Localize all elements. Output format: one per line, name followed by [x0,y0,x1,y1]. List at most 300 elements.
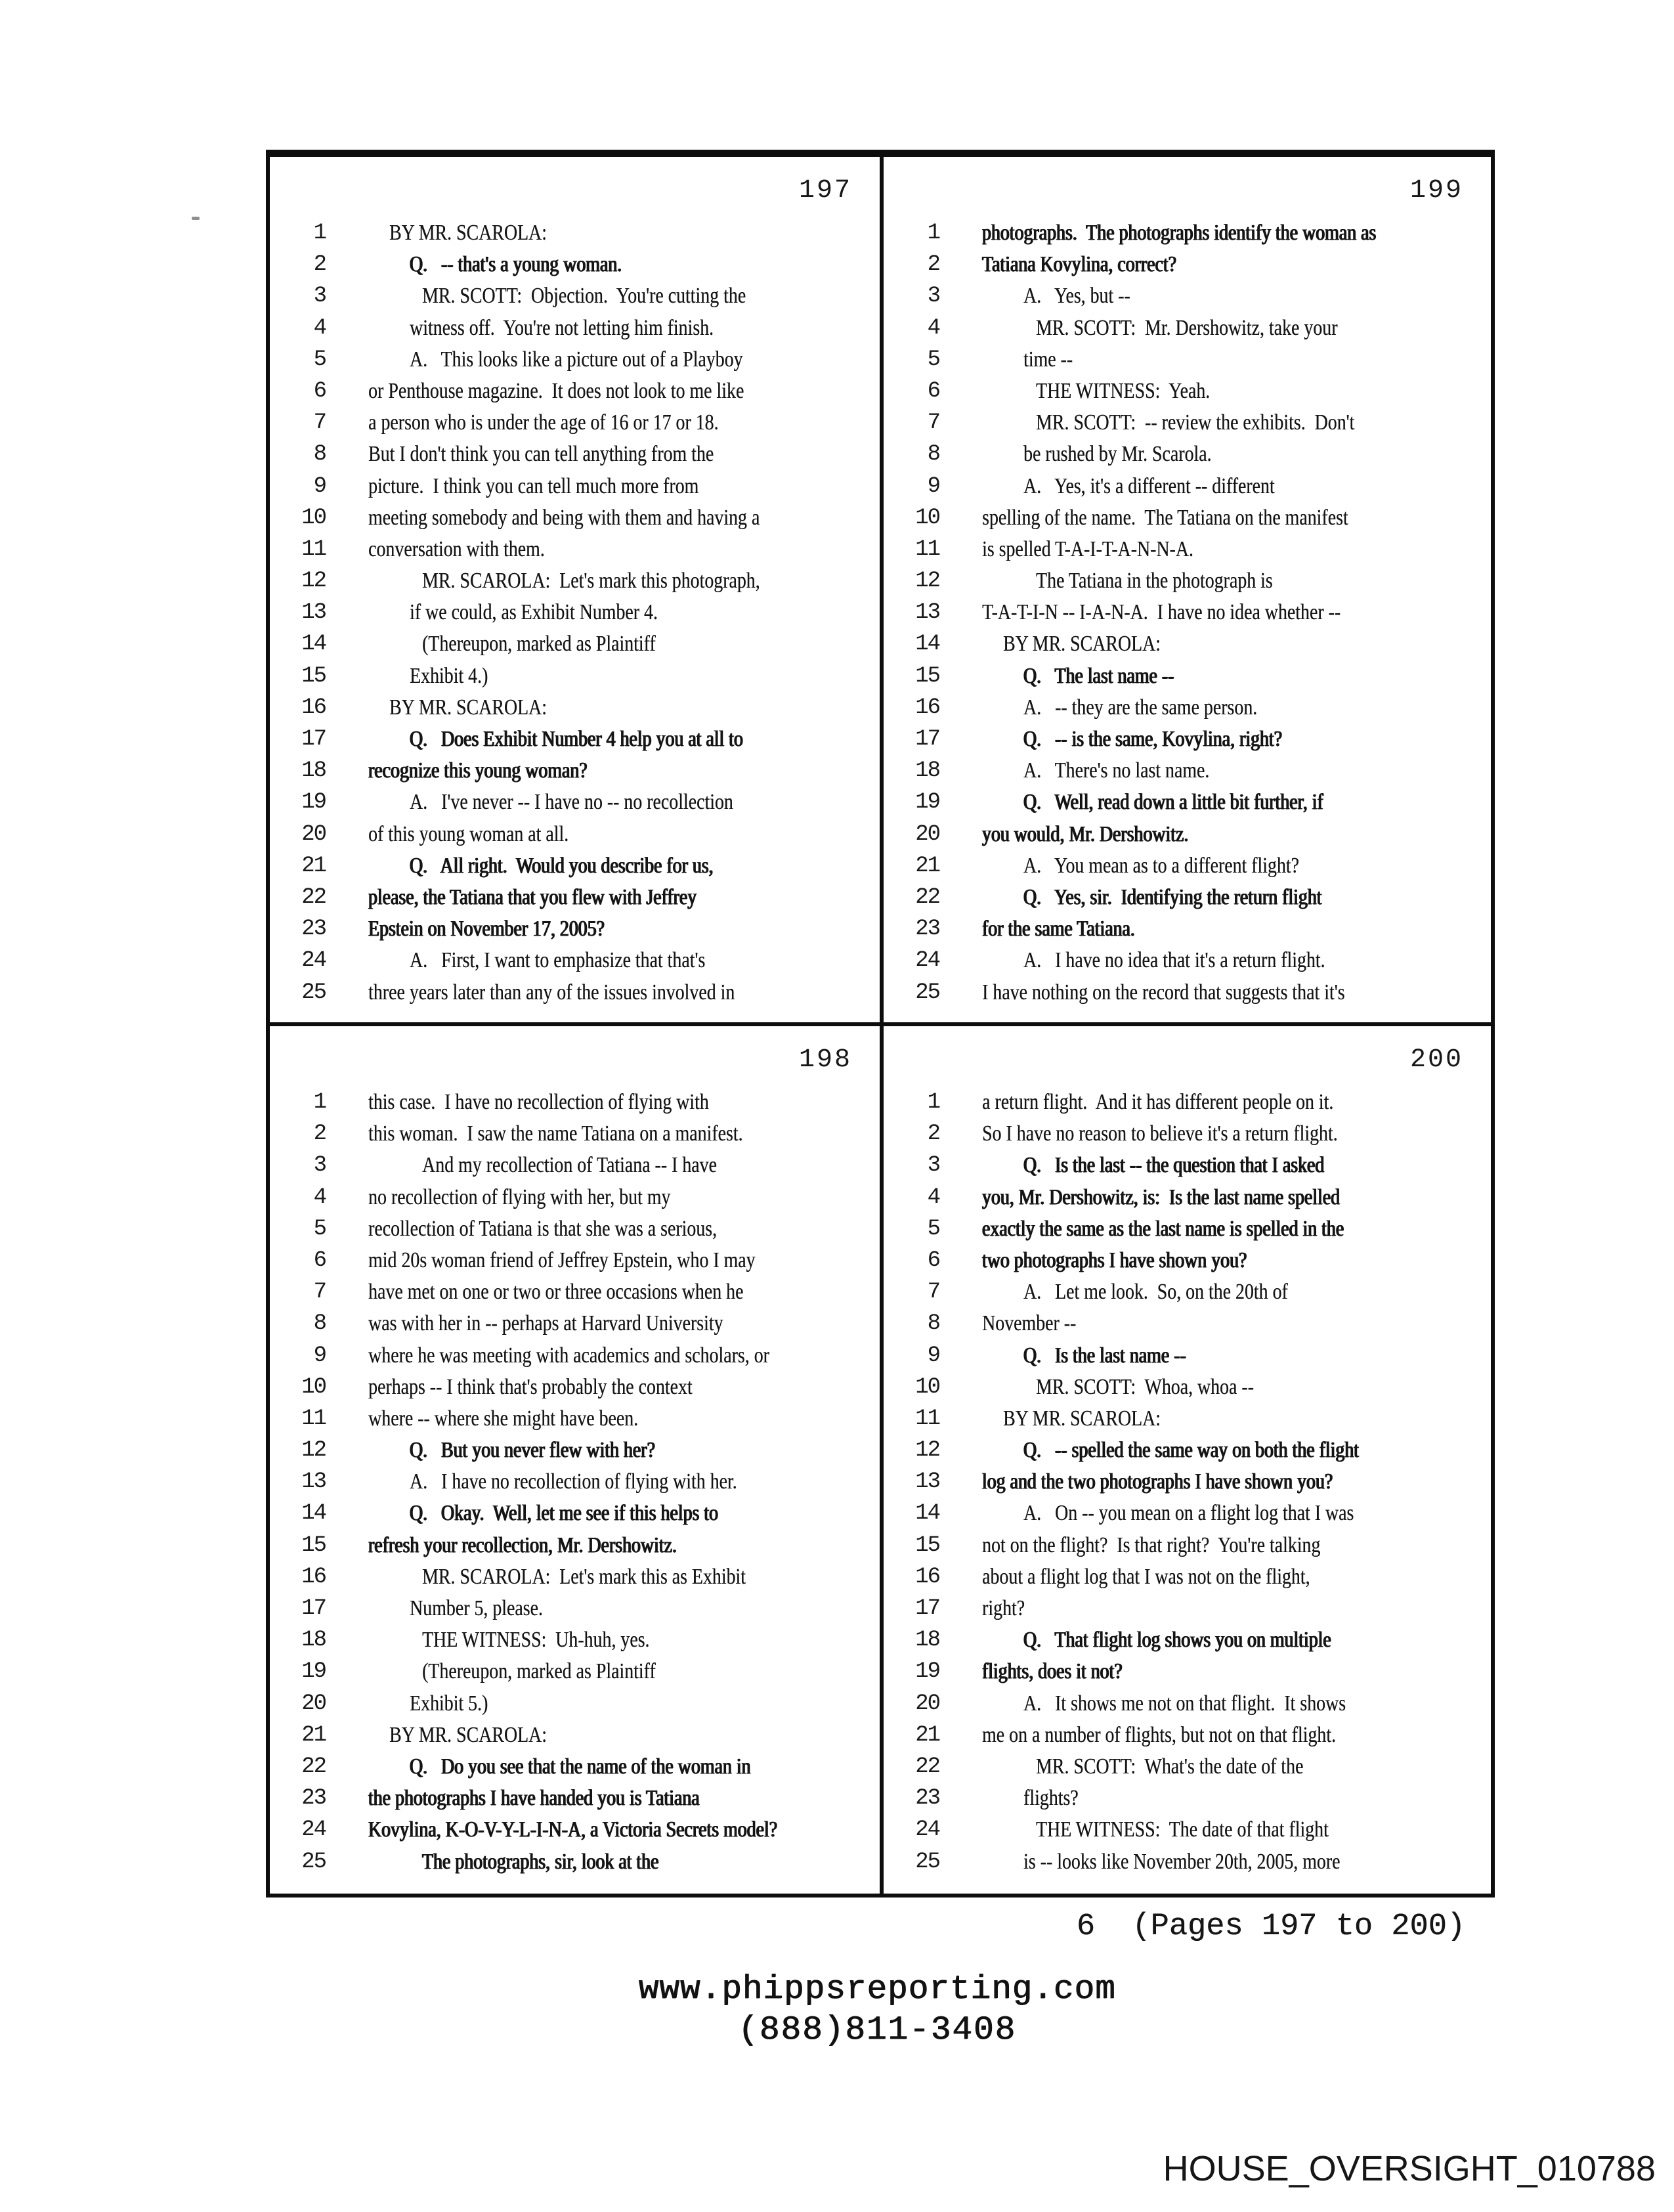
line-text: MR. SCOTT: Mr. Dershowitz, take your [1036,315,1338,340]
line-text: right? [982,1596,1025,1620]
transcript-line [884,1561,1491,1593]
transcript-line [884,1814,1491,1846]
line-number: 17 [301,727,326,752]
page-number: 197 [798,176,852,206]
line-number: 8 [927,442,939,467]
line-number: 17 [915,1596,939,1621]
line-text: A. You mean as to a different flight? [1023,853,1299,878]
line-number: 1 [313,1090,326,1115]
line-text: THE WITNESS: Yeah. [1036,378,1211,403]
line-number: 15 [301,663,326,689]
transcript-line [884,597,1491,628]
line-text: THE WITNESS: The date of that flight [1036,1817,1329,1842]
line-number: 11 [915,536,939,562]
line-number: 12 [301,1438,326,1464]
transcript-line [884,1276,1491,1308]
line-text: The Tatiana in the photograph is [1036,569,1273,594]
transcript-line [270,1466,880,1498]
line-text: A. I have no recollection of flying with her. [410,1469,737,1494]
transcript-line [884,1751,1491,1783]
line-number: 22 [915,884,939,910]
transcript-line [270,1276,880,1308]
transcript-line [270,755,880,787]
line-number: 22 [301,884,326,910]
line-text: Epstein on November 17, 2005? [368,917,605,942]
transcript-line [884,1783,1491,1814]
line-text: Number 5, please. [410,1596,543,1620]
transcript-line [270,1213,880,1245]
line-number: 13 [301,1469,326,1495]
transcript-line [884,1245,1491,1276]
line-text: have met on one or two or three occasions when he [368,1280,744,1305]
line-text: (Thereupon, marked as Plaintiff [422,632,656,657]
line-number: 19 [301,790,326,815]
line-text: no recollection of flying with her, but my [368,1184,671,1209]
transcript-line [270,344,880,376]
page-number: 199 [1409,176,1463,206]
line-text: Q. Is the last -- the question that I asked [1023,1153,1325,1178]
line-text: time -- [1023,347,1073,372]
line-number: 14 [301,1501,326,1527]
line-text: this case. I have no recollection of flying with [368,1090,709,1114]
line-number: 4 [313,1184,326,1210]
line-text: where he was meeting with academics and scholars, or [368,1343,769,1368]
transcript-line [884,945,1491,976]
page-199 [884,157,1491,1022]
line-number: 15 [301,1532,326,1558]
transcript-line [884,1656,1491,1687]
transcript-line [270,850,880,882]
line-number: 4 [927,1184,939,1210]
line-text: picture. I think you can tell much more from [368,473,699,498]
line-text: So I have no reason to believe it's a return flight. [982,1121,1338,1146]
line-number: 22 [915,1754,939,1779]
transcript-line [884,565,1491,597]
transcript-line [270,1656,880,1687]
page-198 [270,1026,880,1894]
transcript-line [884,977,1491,1008]
transcript-line [270,661,880,692]
line-text: you, Mr. Dershowitz, is: Is the last name spelled [982,1184,1341,1209]
line-text: Q. That flight log shows you on multiple [1023,1628,1331,1653]
transcript-line [884,850,1491,882]
line-text: photographs. The photographs identify the woman as [982,221,1377,245]
line-number: 23 [301,917,326,942]
line-number: 10 [915,1374,939,1400]
line-number: 20 [301,821,326,847]
transcript-line [270,692,880,724]
line-number: 11 [301,1406,326,1431]
line-number: 16 [915,1564,939,1590]
line-text: refresh your recollection, Mr. Dershowitz. [368,1532,677,1557]
transcript-line [884,313,1491,344]
transcript-line [884,1087,1491,1118]
transcript-line [270,1308,880,1339]
line-text: A. Yes, but -- [1023,284,1130,309]
line-number: 14 [915,1501,939,1527]
line-number: 18 [915,1628,939,1653]
line-text: The photographs, sir, look at the [422,1849,659,1874]
transcript-line [884,217,1491,249]
line-number: 6 [313,378,326,404]
line-text: you would, Mr. Dershowitz. [982,821,1189,846]
line-number: 14 [301,632,326,657]
line-text: MR. SCOTT: Whoa, whoa -- [1036,1374,1254,1399]
page-lines [270,1087,880,1878]
transcript-line [270,913,880,945]
transcript-line [884,280,1491,312]
line-number: 24 [301,948,326,974]
line-text: please, the Tatiana that you flew with Jeffrey [368,884,697,909]
line-number: 20 [301,1691,326,1716]
transcript-line [270,1846,880,1878]
transcript-line [884,376,1491,407]
line-number: 12 [915,1438,939,1464]
transcript-line [270,1720,880,1751]
transcript-line [884,787,1491,818]
transcript-line [270,439,880,470]
line-number: 13 [915,1469,939,1495]
transcript-line [270,787,880,818]
transcript-line [884,1435,1491,1466]
transcript-line [270,1624,880,1656]
line-number: 4 [927,315,939,341]
transcript-line [884,1498,1491,1529]
line-text: Q. Do you see that the name of the woman in [410,1754,751,1779]
transcript-line [270,249,880,280]
line-text: this woman. I saw the name Tatiana on a manifest. [368,1121,743,1146]
line-number: 1 [927,1090,939,1115]
line-text: Q. All right. Would you describe for us, [410,853,714,878]
transcript-line [270,977,880,1008]
line-number: 2 [313,1121,326,1147]
transcript-line [270,1245,880,1276]
line-text: is spelled T-A-I-T-A-N-N-A. [982,536,1193,561]
transcript-line [884,1720,1491,1751]
page-lines [884,1087,1491,1878]
line-text: BY MR. SCAROLA: [1003,1406,1161,1431]
transcript-line [270,534,880,565]
line-text: And my recollection of Tatiana -- I have [422,1153,717,1178]
line-number: 11 [301,536,326,562]
transcript-line [884,1118,1491,1150]
transcript-line [884,628,1491,660]
transcript-line [884,913,1491,945]
line-number: 17 [915,727,939,752]
transcript-line [270,724,880,755]
line-text: Q. Okay. Well, let me see if this helps to [410,1501,719,1526]
transcript-line [270,313,880,344]
transcript-line [270,1118,880,1150]
line-text: BY MR. SCAROLA: [389,1722,547,1747]
line-text: the photographs I have handed you is Tatiana [368,1786,700,1811]
line-number: 1 [927,221,939,246]
line-number: 8 [927,1311,939,1337]
line-text: about a flight log that I was not on the flight, [982,1564,1310,1589]
line-number: 9 [313,1343,326,1368]
line-text: MR. SCAROLA: Let's mark this photograph, [422,569,760,594]
transcript-line [884,1308,1491,1339]
line-number: 4 [313,315,326,341]
transcript-line [884,1466,1491,1498]
line-text: Exhibit 4.) [410,663,488,688]
page-lines [884,217,1491,1008]
line-text: A. This looks like a picture out of a Playboy [410,347,743,372]
line-text: But I don't think you can tell anything from the [368,442,714,467]
line-text: spelling of the name. The Tatiana on the manifest [982,505,1348,530]
line-number: 2 [927,252,939,278]
line-number: 13 [915,600,939,626]
line-number: 3 [927,284,939,309]
line-number: 24 [915,1817,939,1843]
transcript-line [270,882,880,913]
line-text: of this young woman at all. [368,821,569,846]
line-text: three years later than any of the issues involved in [368,980,735,1005]
transcript-line [270,217,880,249]
transcript-line [270,1435,880,1466]
line-number: 10 [915,505,939,531]
line-text: A. I have no idea that it's a return flight. [1023,948,1325,973]
line-text: Exhibit 5.) [410,1691,488,1716]
line-text: for the same Tatiana. [982,917,1135,942]
line-number: 21 [301,1722,326,1748]
line-number: 25 [915,1849,939,1875]
line-text: meeting somebody and being with them and having a [368,505,760,530]
line-number: 15 [915,663,939,689]
line-text: conversation with them. [368,536,545,561]
page-number: 198 [798,1045,852,1075]
line-number: 16 [301,1564,326,1590]
line-text: A. I've never -- I have no -- no recollection [410,790,733,815]
line-text: Q. Well, read down a little bit further, if [1023,790,1323,815]
line-text: recognize this young woman? [368,758,588,783]
line-number: 8 [313,442,326,467]
line-number: 21 [915,1722,939,1748]
transcript-line [270,1087,880,1118]
line-number: 7 [313,410,326,436]
transcript-line [884,1593,1491,1624]
line-number: 9 [927,473,939,499]
line-number: 18 [301,1628,326,1653]
line-number: 16 [301,695,326,720]
line-number: 7 [927,1280,939,1305]
line-number: 8 [313,1311,326,1337]
transcript-line [270,945,880,976]
transcript-line [270,1783,880,1814]
page-range-label: 6 (Pages 197 to 200) [1076,1909,1465,1944]
line-text: log and the two photographs I have shown you? [982,1469,1333,1494]
line-text: A. There's no last name. [1023,758,1210,783]
line-text: me on a number of flights, but not on that flight. [982,1722,1336,1747]
page-200 [884,1026,1491,1894]
line-number: 25 [301,980,326,1005]
line-text: flights, does it not? [982,1659,1123,1684]
line-number: 5 [927,1216,939,1242]
line-text: Q. -- that's a young woman. [410,252,622,277]
line-number: 20 [915,821,939,847]
line-text: mid 20s woman friend of Jeffrey Epstein, who I may [368,1247,756,1272]
transcript-line [884,1372,1491,1403]
line-text: MR. SCAROLA: Let's mark this as Exhibit [422,1564,746,1589]
page-lines [270,217,880,1008]
transcript-line [884,882,1491,913]
line-number: 5 [313,1216,326,1242]
transcript-line [884,755,1491,787]
line-number: 19 [301,1659,326,1685]
transcript-line [270,1593,880,1624]
line-text: not on the flight? Is that right? You're talking [982,1532,1321,1557]
transcript-line [270,1150,880,1181]
line-number: 19 [915,1659,939,1685]
line-text: A. -- they are the same person. [1023,695,1258,720]
line-number: 2 [313,252,326,278]
transcript-line [884,344,1491,376]
line-number: 6 [313,1247,326,1273]
line-text: Q. Does Exhibit Number 4 help you at all to [410,727,743,751]
line-text: Q. The last name -- [1023,663,1174,688]
line-text: if we could, as Exhibit Number 4. [410,600,658,625]
line-text: Q. Yes, sir. Identifying the return flight [1023,884,1322,909]
line-text: Q. But you never flew with her? [410,1438,655,1463]
transcript-line [270,1530,880,1561]
transcript-line [270,471,880,502]
line-number: 2 [927,1121,939,1147]
transcript-line [270,819,880,850]
line-text: or Penthouse magazine. It does not look to me like [368,378,744,403]
transcript-line [270,1561,880,1593]
transcript-line [884,1150,1491,1181]
line-text: where -- where she might have been. [368,1406,639,1431]
transcript-line [884,819,1491,850]
transcript-line [884,1530,1491,1561]
line-text: Q. -- is the same, Kovylina, right? [1023,727,1283,751]
line-number: 3 [313,284,326,309]
line-number: 21 [915,853,939,878]
line-text: recollection of Tatiana is that she was a serious, [368,1216,717,1241]
transcript-line [270,1814,880,1846]
line-text: Tatiana Kovylina, correct? [982,252,1177,277]
line-text: MR. SCOTT: Objection. You're cutting the [422,284,746,309]
transcript-line [270,407,880,439]
line-text: A. First, I want to emphasize that that's [410,948,706,973]
line-number: 19 [915,790,939,815]
line-text: A. Let me look. So, on the 20th of [1023,1280,1288,1305]
page-197 [270,157,880,1022]
line-number: 18 [915,758,939,784]
bates-number: HOUSE_OVERSIGHT_010788 [1163,2149,1656,2188]
line-number: 5 [313,347,326,372]
line-number: 12 [301,569,326,594]
transcript-line [884,692,1491,724]
line-text: witness off. You're not letting him finish. [410,315,714,340]
line-number: 7 [313,1280,326,1305]
line-number: 20 [915,1691,939,1716]
transcript-line [884,1688,1491,1720]
transcript-line [270,1498,880,1529]
transcript-line [270,1372,880,1403]
page-number: 200 [1409,1045,1463,1075]
transcript-line [884,724,1491,755]
line-number: 23 [915,917,939,942]
line-number: 6 [927,378,939,404]
line-number: 23 [301,1786,326,1811]
transcript-line [270,597,880,628]
transcript-line [884,1403,1491,1435]
line-number: 24 [301,1817,326,1843]
line-number: 11 [915,1406,939,1431]
transcript-line [270,1340,880,1372]
transcript-line [270,628,880,660]
line-text: MR. SCOTT: What's the date of the [1036,1754,1304,1779]
line-number: 21 [301,853,326,878]
line-number: 6 [927,1247,939,1273]
transcript-line [884,407,1491,439]
line-number: 1 [313,221,326,246]
transcript-grid [266,150,1495,1898]
line-text: I have nothing on the record that suggests that it's [982,980,1345,1005]
line-text: A. Yes, it's a different -- different [1023,473,1275,498]
line-number: 13 [301,600,326,626]
line-number: 23 [915,1786,939,1811]
transcript-line [270,1751,880,1783]
line-text: perhaps -- I think that's probably the context [368,1374,693,1399]
line-text: flights? [1023,1786,1079,1811]
line-number: 18 [301,758,326,784]
line-text: November -- [982,1311,1077,1336]
transcript-line [884,534,1491,565]
transcript-line [270,502,880,534]
line-text: BY MR. SCAROLA: [1003,632,1161,657]
line-number: 16 [915,695,939,720]
line-number: 14 [915,632,939,657]
line-text: Q. -- spelled the same way on both the flight [1023,1438,1360,1463]
line-number: 24 [915,948,939,974]
line-text: two photographs I have shown you? [982,1247,1247,1272]
line-text: Q. Is the last name -- [1023,1343,1186,1368]
line-text: A. On -- you mean on a flight log that I was [1023,1501,1354,1526]
line-number: 3 [313,1153,326,1179]
line-text: (Thereupon, marked as Plaintiff [422,1659,656,1684]
transcript-line [270,1403,880,1435]
line-text: a return flight. And it has different people on it. [982,1090,1334,1114]
line-text: is -- looks like November 20th, 2005, more [1023,1849,1341,1874]
transcript-line [884,439,1491,470]
line-text: be rushed by Mr. Scarola. [1023,442,1212,467]
transcript-line [884,1213,1491,1245]
line-text: a person who is under the age of 16 or 17 or 18. [368,410,719,435]
transcript-line [884,249,1491,280]
line-number: 10 [301,1374,326,1400]
line-number: 9 [313,473,326,499]
line-text: Kovylina, K-O-V-Y-L-I-N-A, a Victoria Secrets model? [368,1817,778,1842]
transcript-line [884,471,1491,502]
transcript-line [884,1624,1491,1656]
transcript-line [884,502,1491,534]
scan-artifact [192,217,200,220]
line-text: exactly the same as the last name is spelled in the [982,1216,1344,1241]
transcript-line [270,280,880,312]
line-text: THE WITNESS: Uh-huh, yes. [422,1628,650,1653]
line-number: 15 [915,1532,939,1558]
line-text: BY MR. SCAROLA: [389,221,547,245]
transcript-line [884,1340,1491,1372]
transcript-line [884,1846,1491,1878]
line-number: 12 [915,569,939,594]
line-number: 17 [301,1596,326,1621]
transcript-line [270,1688,880,1720]
line-text: BY MR. SCAROLA: [389,695,547,720]
transcript-line [270,1182,880,1213]
